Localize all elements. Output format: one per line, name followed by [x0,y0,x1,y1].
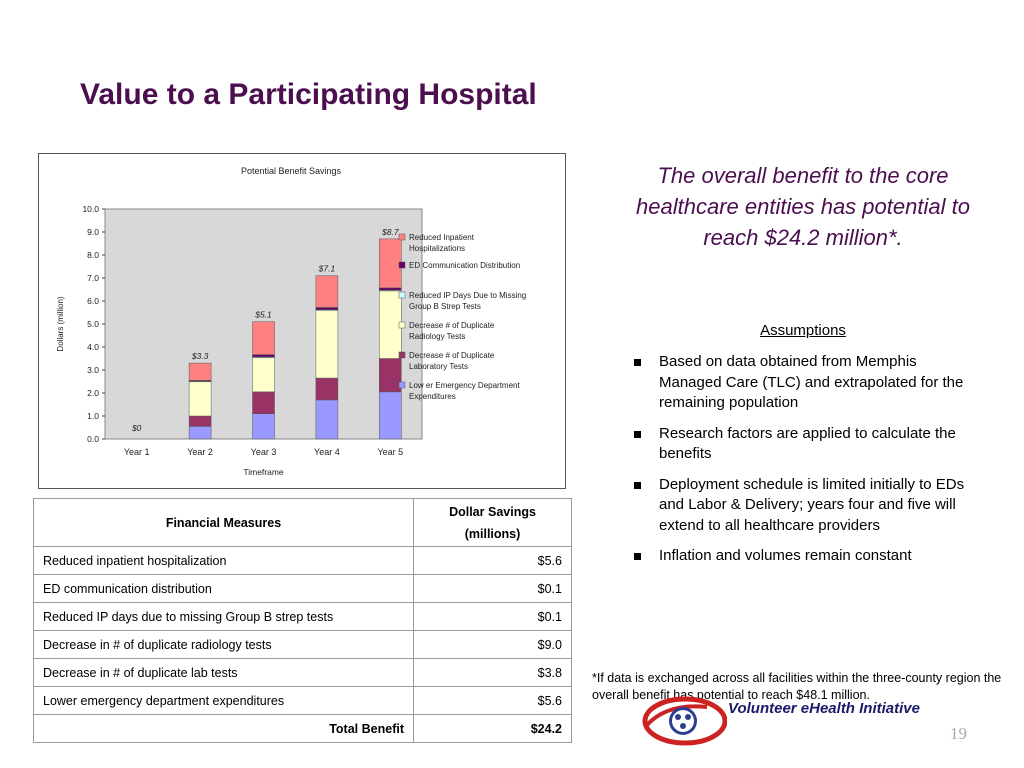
row-value: $3.8 [414,659,572,687]
bar-segment [189,416,211,426]
volunteer-ehealth-logo [637,693,727,748]
footnote: *If data is exchanged across all facilities within the three-county region the overall benefit has potential to reach $48.1 million. [592,671,1002,702]
square-bullet-icon [634,359,641,366]
x-axis-label: Timeframe [243,467,284,477]
bar-segment [189,382,211,417]
table-header-row [34,499,572,547]
row-label: ED communication distribution [34,575,414,603]
table-row [34,631,572,659]
bar-segment [253,414,275,439]
y-tick-label: 2.0 [87,388,99,398]
square-bullet-icon [634,553,641,560]
table-row [34,575,572,603]
bar-segment [379,291,401,359]
table-row [34,659,572,687]
row-value: $9.0 [414,631,572,659]
assumption-item [634,546,974,567]
bar-segment [316,276,338,308]
x-tick-label: Year 1 [123,447,150,457]
bar-segment [379,239,401,288]
bar-segment [253,357,275,392]
bar-segment [379,392,401,439]
assumption-text: Inflation and volumes remain constant [659,547,912,564]
assumptions-title: Assumptions [760,322,846,339]
legend-entry: ED Communication Distribution [409,261,521,270]
row-value: $0.1 [414,603,572,631]
bar-total-label: $0 [131,423,142,433]
table-row [34,603,572,631]
bar-total-label: $7.1 [318,263,336,274]
assumption-text: Research factors are applied to calculate the benefits [659,424,956,462]
bar-segment [253,322,275,355]
x-tick-label: Year 2 [187,447,213,457]
row-label: Reduced inpatient hospitalization [34,547,414,575]
legend-entry: Low er Emergency Department Expenditures [409,381,520,401]
y-tick-label: 3.0 [87,365,99,375]
table-total-row [34,715,572,743]
bar-segment [316,307,338,309]
legend-entry: Reduced IP Days Due to Missing Group B Strep Tests [409,291,527,311]
y-tick-label: 8.0 [87,250,99,260]
y-tick-label: 5.0 [87,319,99,329]
assumption-item [634,352,974,414]
total-value: $24.2 [414,715,572,743]
y-tick-label: 9.0 [87,227,99,237]
bar-segment [379,288,401,290]
bar-segment [316,378,338,400]
bar-segment [189,426,211,439]
bar-segment [316,310,338,378]
row-label: Decrease in # of duplicate radiology tests [34,631,414,659]
square-bullet-icon [634,431,641,438]
assumption-item [634,424,974,465]
assumption-item [634,475,974,537]
y-tick-label: 0.0 [87,434,99,444]
y-tick-label: 6.0 [87,296,99,306]
row-value: $5.6 [414,547,572,575]
bar-total-label: $8.7 [382,226,399,237]
slide-title: Value to a Participating Hospital [80,78,537,111]
y-tick-label: 7.0 [87,273,99,283]
legend-entry: Reduced Inpatient Hospitalizations [409,233,474,253]
row-value: $5.6 [414,687,572,715]
benefit-chart [38,153,566,489]
x-tick-label: Year 3 [250,447,277,457]
legend-swatch [399,234,405,240]
bar-total-label: $5.1 [255,309,272,320]
assumption-text: Based on data obtained from Memphis Managed Care (TLC) and extrapolated for the remaining population [659,353,964,411]
bar-segment [189,363,211,380]
row-label: Decrease in # of duplicate lab tests [34,659,414,687]
table-row [34,547,572,575]
square-bullet-icon [634,482,641,489]
summary-text: The overall benefit to the core healthcare entities has potential to reach $24.2 million*. [636,163,970,250]
org-name: Volunteer eHealth Initiative [728,700,920,717]
bar-segment [316,400,338,439]
header-savings-line1: Dollar Savings [449,504,536,519]
assumptions-list [634,352,974,577]
bar-segment [253,355,275,357]
y-tick-label: 10.0 [82,204,99,214]
bar-total-label: $3.3 [191,351,209,362]
row-label: Reduced IP days due to missing Group B strep tests [34,603,414,631]
y-tick-label: 4.0 [87,342,99,352]
header-savings-line2: (millions) [464,526,521,541]
assumption-text: Deployment schedule is limited initially to EDs and Labor & Delivery; years four and five will extend to all healthcare providers [659,475,965,534]
legend-entry: Decrease # of Duplicate Laboratory Tests [409,351,495,371]
table-row [34,687,572,715]
legend-swatch [399,322,405,328]
legend-swatch [399,352,405,358]
y-axis-label: Dollars (million) [56,296,65,352]
total-label: Total Benefit [34,715,414,743]
x-tick-label: Year 5 [377,447,404,457]
legend-swatch [399,382,405,388]
page-number: 19 [950,724,967,743]
header-financial-measures: Financial Measures [34,499,414,547]
header-dollar-savings [414,499,572,547]
x-tick-label: Year 4 [314,447,340,457]
chart-title: Potential Benefit Savings [240,166,342,176]
bar-segment [253,392,275,414]
row-label: Lower emergency department expenditures [34,687,414,715]
legend-entry: Decrease # of Duplicate Radiology Tests [409,321,495,341]
row-value: $0.1 [414,575,572,603]
bar-segment [379,359,401,392]
legend-swatch [399,262,405,268]
chart-svg [39,154,567,490]
financial-measures-table [33,498,572,743]
y-tick-label: 1.0 [87,411,99,421]
legend-swatch [399,292,405,298]
